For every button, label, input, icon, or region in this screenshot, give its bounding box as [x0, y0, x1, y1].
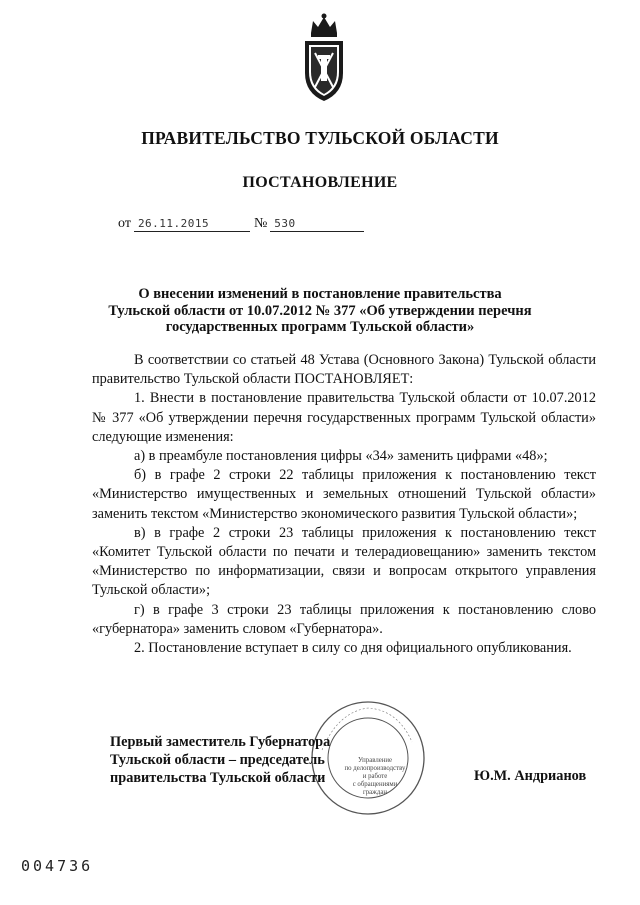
body-paragraph: В соответствии со статьей 48 Устава (Основного Закона) Тульской области правительство Тульской области ПОСТАНОВЛЯЕТ: — [92, 352, 596, 388]
date-label: от — [118, 216, 131, 231]
stamp-text — [335, 757, 415, 797]
subject-line: Тульской области от 10.07.2012 № 377 «Об утверждении перечня — [108, 302, 532, 319]
signature-title-line: правительства Тульской области — [110, 770, 326, 786]
organization-title: ПРАВИТЕЛЬСТВО ТУЛЬСКОЙ ОБЛАСТИ — [141, 128, 499, 148]
stamp-line: Управление — [357, 757, 393, 764]
subject-line: О внесении изменений в постановление правительства — [138, 286, 502, 302]
number-label: № — [253, 216, 268, 231]
number-value: 530 — [270, 217, 364, 232]
signer-name: Ю.М. Андрианов — [474, 768, 587, 784]
body-paragraph: 2. Постановление вступает в силу со дня официального опубликования. — [134, 640, 572, 657]
signature-block — [110, 733, 330, 787]
document-body — [92, 351, 596, 658]
date-number-line — [118, 216, 364, 232]
signature-title-line: Первый заместитель Губернатора — [110, 734, 331, 750]
body-paragraph: а) в преамбуле постановления цифры «34» заменить цифрами «48»; — [134, 448, 548, 465]
subject-line: государственных программ Тульской области» — [165, 319, 475, 335]
stamp-line: по делопроизводству — [344, 765, 406, 772]
body-paragraph: 1. Внести в постановление правительства Тульской области от 10.07.2012 № 377 «Об утверждении перечня государственных программ Тульской области» следующие изменения: — [92, 390, 596, 445]
document-type: ПОСТАНОВЛЕНИЕ — [242, 174, 398, 191]
coat-of-arms-icon — [299, 11, 349, 105]
body-paragraph: в) в графе 2 строки 23 таблицы приложения к постановлению текст «Комитет Тульской области по печати и телерадиовещанию» заменить текстом «Министерство по информатизации, связи и вопросам открытого управления Тульской области»; — [92, 524, 596, 599]
body-paragraph: г) в графе 3 строки 23 таблицы приложения к постановлению слово «губернатора» заменить словом «Губернатора». — [92, 601, 596, 637]
serial-number: 004736 — [21, 857, 94, 875]
stamp-line: с обращениями — [352, 781, 398, 788]
date-value: 26.11.2015 — [134, 217, 250, 232]
signature-title-line: Тульской области – председатель — [110, 752, 325, 768]
document-subject — [80, 286, 560, 336]
stamp-line: граждан — [362, 789, 387, 796]
stamp-line: и работе — [362, 773, 388, 780]
body-paragraph: б) в графе 2 строки 22 таблицы приложения к постановлению текст «Министерство имущественных и земельных отношений Тульской области» заменить текстом «Министерство экономического развития Тульской области»; — [92, 467, 596, 522]
